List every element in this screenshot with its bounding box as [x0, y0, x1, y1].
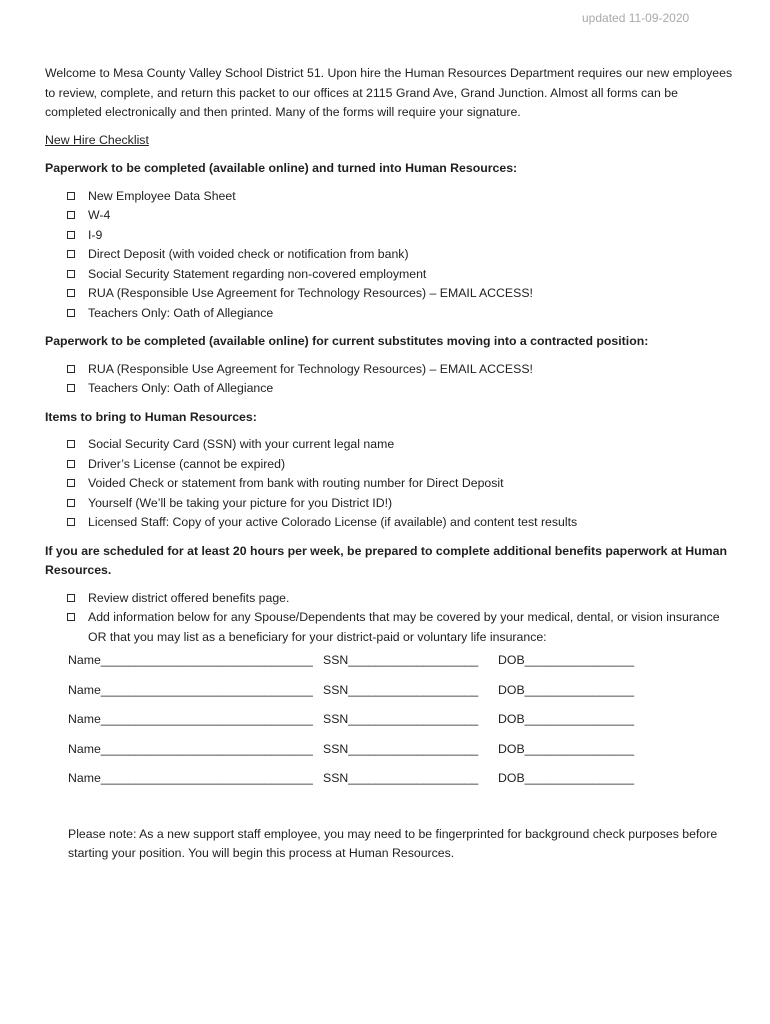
checkbox-icon[interactable]: [67, 231, 75, 239]
list-item-label: Teachers Only: Oath of Allegiance: [88, 305, 274, 320]
checkbox-icon[interactable]: [67, 270, 75, 278]
dependent-row: [68, 710, 735, 740]
checklist-benefits: [45, 589, 735, 648]
list-item-label: Social Security Statement regarding non-covered employment: [88, 266, 427, 281]
list-item: [67, 245, 735, 265]
dependent-row: [68, 740, 735, 770]
dependent-dob-field[interactable]: DOB________________: [498, 682, 635, 697]
list-item-label: I-9: [88, 227, 103, 242]
dependent-name-field[interactable]: Name_______________________________: [68, 741, 313, 756]
dependent-ssn-field[interactable]: SSN___________________: [323, 653, 479, 667]
dependent-dob-field[interactable]: DOB________________: [498, 653, 635, 667]
section-benefits-heading: If you are scheduled for at least 20 hours per week, be prepared to complete additional benefits paperwork at Human Resources.: [45, 543, 727, 577]
dependent-dob-field[interactable]: DOB________________: [498, 712, 635, 726]
checkbox-icon[interactable]: [67, 479, 75, 487]
list-item: [67, 435, 735, 455]
dependent-name-field[interactable]: Name_______________________________: [68, 712, 313, 726]
list-item-label: New Employee Data Sheet: [88, 188, 236, 203]
dependent-dob-field[interactable]: DOB________________: [498, 741, 635, 756]
list-item-label: Yourself (We’ll be taking your picture for you District ID!): [88, 495, 393, 510]
checkbox-icon[interactable]: [67, 499, 75, 507]
list-item-label: Add information below for any Spouse/Dependents that may be covered by your medical, dental, or vision insurance OR that you may list as a beneficiary for your district-paid or voluntary life insurance:: [88, 610, 720, 644]
checkbox-icon[interactable]: [67, 594, 75, 602]
list-item-label: Driver’s License (cannot be expired): [88, 456, 286, 471]
list-item: [67, 187, 735, 207]
section-online-paperwork-heading: Paperwork to be completed (available online) and turned into Human Resources:: [45, 161, 518, 175]
list-item-label: RUA (Responsible Use Agreement for Technology Resources) – EMAIL ACCESS!: [88, 286, 533, 300]
checkbox-icon[interactable]: [67, 250, 75, 258]
list-item: [67, 265, 735, 285]
section-items-to-bring-heading: Items to bring to Human Resources:: [45, 409, 257, 424]
dependent-name-field[interactable]: Name_______________________________: [68, 771, 313, 785]
checkbox-icon[interactable]: [67, 613, 75, 621]
dependent-ssn-field[interactable]: SSN___________________: [323, 741, 479, 756]
dependent-dob-field[interactable]: DOB________________: [498, 771, 635, 785]
new-hire-checklist-title[interactable]: New Hire Checklist: [45, 132, 149, 147]
dependent-name-field[interactable]: Name_______________________________: [68, 653, 313, 667]
checkbox-icon[interactable]: [67, 384, 75, 392]
dependent-name-field[interactable]: Name_______________________________: [68, 682, 313, 697]
list-item: [67, 226, 735, 246]
checkbox-icon[interactable]: [67, 440, 75, 448]
list-item: [67, 474, 735, 494]
updated-date: updated 11-09-2020: [582, 11, 690, 25]
checkbox-icon[interactable]: [67, 460, 75, 468]
list-item-label: Teachers Only: Oath of Allegiance: [88, 381, 274, 395]
list-item: [67, 494, 735, 514]
list-item-label: Licensed Staff: Copy of your active Colorado License (if available) and content test results: [88, 515, 578, 529]
list-item: [67, 455, 735, 475]
checkbox-icon[interactable]: [67, 365, 75, 373]
list-item: [67, 513, 735, 533]
list-item: [67, 206, 735, 226]
fingerprint-note: Please note: As a new support staff employee, you may need to be fingerprinted for background check purposes before starting your position. You will begin this process at Human Resources.: [68, 826, 718, 860]
list-item-label: Voided Check or statement from bank with routing number for Direct Deposit: [88, 476, 504, 490]
checkbox-icon[interactable]: [67, 211, 75, 219]
checkbox-icon[interactable]: [67, 309, 75, 317]
list-item-label: Direct Deposit (with voided check or notification from bank): [88, 247, 409, 261]
section-substitutes-heading: Paperwork to be completed (available online) for current substitutes moving into a contracted position:: [45, 334, 649, 348]
list-item: [67, 589, 735, 609]
checkbox-icon[interactable]: [67, 192, 75, 200]
dependents-table: [68, 651, 735, 799]
checklist-online-paperwork: [45, 187, 735, 324]
document-body: [45, 64, 735, 864]
checkbox-icon[interactable]: [67, 289, 75, 297]
list-item: [67, 284, 735, 304]
intro-paragraph: Welcome to Mesa County Valley School District 51. Upon hire the Human Resources Department requires our new employees to review, complete, and return this packet to our offices at 2115 Grand Ave, Grand Junction. Almost all forms can be completed electronically and then printed. Many of the forms will require your signature.: [45, 66, 733, 119]
checkbox-icon[interactable]: [67, 518, 75, 526]
dependent-row: [68, 681, 735, 711]
checklist-items-to-bring: [45, 435, 735, 533]
list-item-label: Social Security Card (SSN) with your current legal name: [88, 437, 395, 451]
list-item: [67, 379, 735, 399]
dependent-row: [68, 769, 735, 799]
checklist-substitutes: [45, 360, 735, 399]
dependent-ssn-field[interactable]: SSN___________________: [323, 771, 479, 785]
list-item: [67, 608, 735, 647]
dependent-ssn-field[interactable]: SSN___________________: [323, 682, 479, 697]
list-item-label: RUA (Responsible Use Agreement for Technology Resources) – EMAIL ACCESS!: [88, 361, 533, 376]
list-item-label: W-4: [88, 208, 111, 222]
list-item-label: Review district offered benefits page.: [88, 590, 290, 605]
dependent-ssn-field[interactable]: SSN___________________: [323, 712, 479, 726]
list-item: [67, 360, 735, 380]
dependent-row: [68, 651, 735, 681]
list-item: [67, 304, 735, 324]
